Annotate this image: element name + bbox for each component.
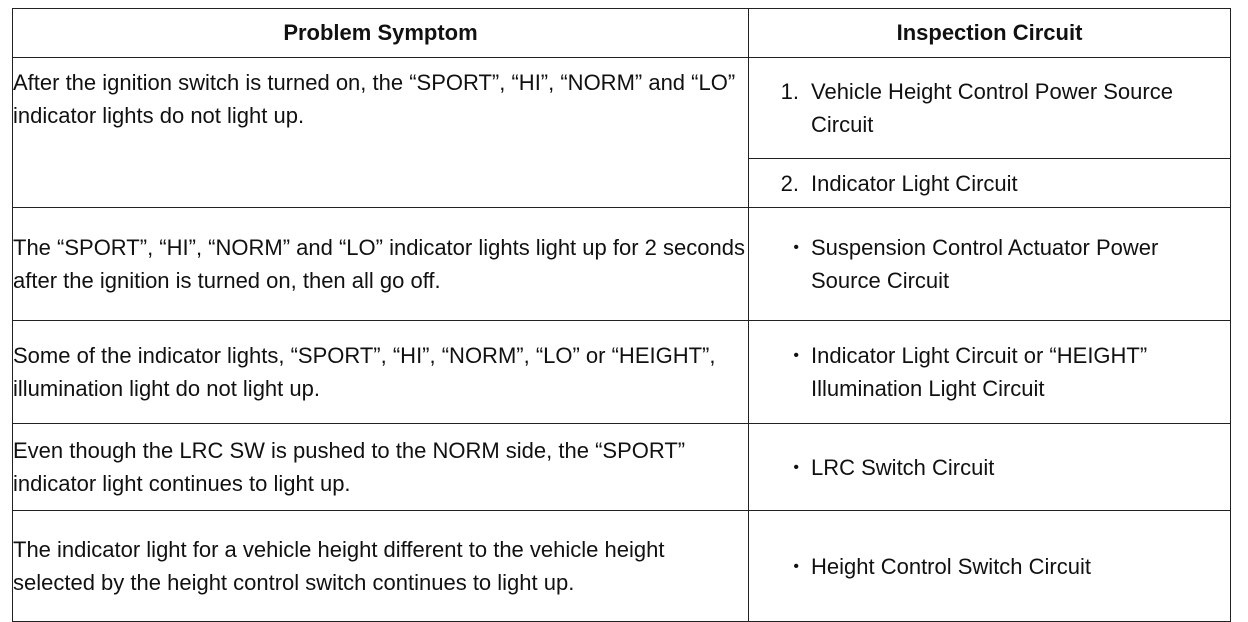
header-row: [13, 9, 1231, 58]
circuit-text: Height Control Switch Circuit: [811, 553, 1091, 579]
header-inspection-circuit: Inspection Circuit: [749, 9, 1231, 58]
table-row: [13, 511, 1231, 622]
bullet-icon: •: [793, 239, 799, 256]
table-row: [13, 321, 1231, 424]
circuit-cell: [749, 159, 1231, 208]
circuit-cell: [749, 424, 1231, 511]
circuit-cell: [749, 58, 1231, 159]
bullet-icon: •: [793, 557, 799, 575]
bullet-icon: •: [793, 458, 799, 476]
circuit-item: [749, 75, 1230, 141]
circuit-text: Indicator Light Circuit: [811, 170, 1018, 196]
header-problem-symptom: Problem Symptom: [13, 9, 749, 58]
symptom-circuit-table: [12, 8, 1231, 622]
symptom-cell: Some of the indicator lights, “SPORT”, “HI”, “NORM”, “LO” or “HEIGHT”, illumination light do not light up.: [13, 321, 749, 424]
table-row: [13, 58, 1231, 159]
circuit-item: [749, 167, 1230, 200]
circuit-item: [749, 339, 1230, 405]
circuit-number: 1.: [780, 79, 799, 104]
circuit-text: Vehicle Height Control Power Source Circuit: [811, 79, 1173, 137]
symptom-cell: After the ignition switch is turned on, the “SPORT”, “HI”, “NORM” and “LO” indicator lights do not light up.: [13, 58, 749, 208]
circuit-item: [749, 451, 1230, 484]
circuit-number: 2.: [780, 170, 799, 196]
circuit-cell: [749, 511, 1231, 622]
symptom-cell: The “SPORT”, “HI”, “NORM” and “LO” indicator lights light up for 2 seconds after the ignition is turned on, then all go off.: [13, 208, 749, 321]
circuit-cell: [749, 208, 1231, 321]
symptom-cell: The indicator light for a vehicle height different to the vehicle height selected by the height control switch continues to light up.: [13, 511, 749, 622]
symptom-cell: Even though the LRC SW is pushed to the NORM side, the “SPORT” indicator light continues to light up.: [13, 424, 749, 511]
table-row: [13, 424, 1231, 511]
bullet-icon: •: [793, 347, 799, 364]
circuit-text: Suspension Control Actuator Power Source Circuit: [811, 235, 1159, 293]
table-row: [13, 208, 1231, 321]
circuit-cell: [749, 321, 1231, 424]
circuit-text: Indicator Light Circuit or “HEIGHT” Illumination Light Circuit: [811, 343, 1148, 401]
circuit-item: [749, 231, 1230, 297]
circuit-text: LRC Switch Circuit: [811, 454, 995, 480]
circuit-item: [749, 550, 1230, 583]
